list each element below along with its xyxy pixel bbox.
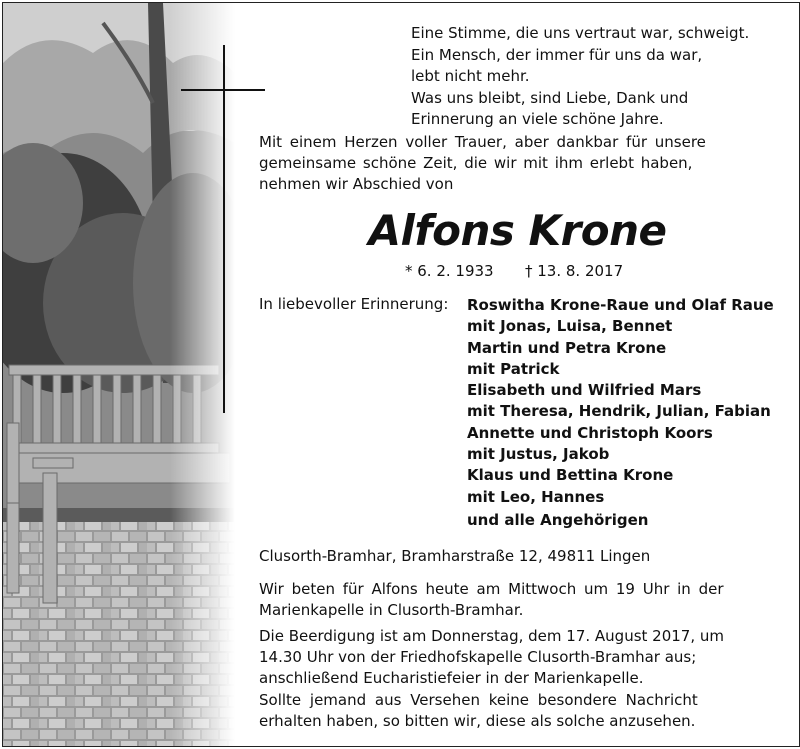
obituary-notice bbox=[2, 2, 800, 747]
family-line: und alle Angehörigen bbox=[467, 510, 649, 529]
cross-vertical-bar bbox=[223, 45, 225, 413]
paragraph-line: Marienkapelle in Clusorth-Bramhar. bbox=[259, 601, 524, 619]
family-line: mit Jonas, Luisa, Bennet bbox=[467, 317, 673, 336]
paragraph-line: Sollte jemand aus Versehen keine besondere Nachricht bbox=[259, 691, 698, 709]
family-line: mit Justus, Jakob bbox=[467, 445, 610, 464]
intro-line: nehmen wir Abschied von bbox=[259, 175, 454, 193]
poem-line: lebt nicht mehr. bbox=[411, 67, 530, 85]
family-list bbox=[467, 295, 787, 531]
family-line: Martin und Petra Krone bbox=[467, 338, 667, 357]
poem-line: Eine Stimme, die uns vertraut war, schweigt. bbox=[411, 24, 750, 42]
intro-text bbox=[259, 132, 776, 195]
paragraph-line: erhalten haben, so bitten wir, diese als solche anzusehen. bbox=[259, 712, 696, 730]
funeral-paragraph bbox=[259, 626, 776, 689]
paragraph-line: anschließend Eucharistiefeier in der Marienkapelle. bbox=[259, 669, 644, 687]
family-line: mit Patrick bbox=[467, 359, 560, 378]
address: Clusorth-Bramhar, Bramharstraße 12, 49811 Lingen bbox=[259, 547, 651, 565]
family-line: mit Leo, Hannes bbox=[467, 487, 605, 506]
notice-paragraph bbox=[259, 690, 776, 732]
family-line: Annette und Christoph Koors bbox=[467, 423, 713, 442]
family-line: Klaus und Bettina Krone bbox=[467, 466, 674, 485]
poem-line: Was uns bleibt, sind Liebe, Dank und bbox=[411, 88, 689, 107]
family-line: mit Theresa, Hendrik, Julian, Fabian bbox=[467, 402, 771, 421]
family-line: Elisabeth und Wilfried Mars bbox=[467, 381, 702, 400]
memory-label: In liebevoller Erinnerung: bbox=[259, 295, 449, 313]
poem-line: Ein Mensch, der immer für uns da war, bbox=[411, 45, 703, 64]
paragraph-line: Wir beten für Alfons heute am Mittwoch um 19 Uhr in der bbox=[259, 580, 724, 598]
deceased-name: Alfons Krone bbox=[368, 206, 667, 255]
birth-date: * 6. 2. 1933 bbox=[405, 262, 494, 280]
cross-horizontal-bar bbox=[181, 89, 265, 91]
paragraph-line: 14.30 Uhr von der Friedhofskapelle Clusorth-Bramhar aus; bbox=[259, 648, 697, 666]
poem-line: Erinnerung an viele schöne Jahre. bbox=[411, 110, 664, 128]
prayer-paragraph bbox=[259, 579, 776, 621]
death-date: † 13. 8. 2017 bbox=[525, 262, 624, 280]
paragraph-line: Die Beerdigung ist am Donnerstag, dem 17. August 2017, um bbox=[259, 627, 725, 645]
family-line: Roswitha Krone-Raue und Olaf Raue bbox=[467, 296, 774, 314]
garden-bench-photo bbox=[3, 3, 235, 746]
intro-line: Mit einem Herzen voller Trauer, aber dankbar für unsere bbox=[259, 133, 706, 151]
poem bbox=[411, 23, 791, 131]
intro-line: gemeinsame schöne Zeit, die wir mit ihm erlebt haben, bbox=[259, 154, 693, 172]
